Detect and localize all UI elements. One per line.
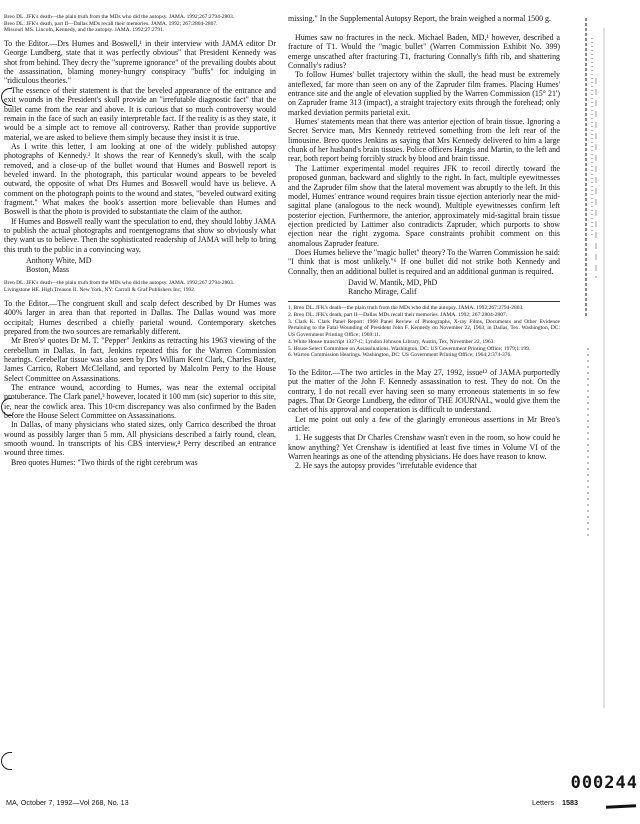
letter-paragraph: Humes' statements mean that there was anterior ejection of brain tissue. Ignoring a Secret Service man, Mrs Kennedy retrieved something from the left rear of the limousine. Breo quotes Jenkins as saying that Mrs Kennedy delivered to him a large chunk of her husband's brain tissues. Police officers Hargis and Martin, to the left and rear, both report being forcibly struck by blood and brain tissue. [288,117,560,164]
right-column-continuation: missing." In the Supplemental Autopsy Report, the brain weighed a normal 1500 g. [288,14,551,23]
letter-paragraph: To follow Humes' bullet trajectory within the skull, the head must be extremely anteflexed, far more than seen on any of the Zapruder film frames. Placing Humes' entrance site and the angle of elevation supplied by the Warren Commission (15° 21') on Zapruder frame 313 (impact), a straight trajectory exits through the forehead; only marked deviation permits parietal exit. [288,70,560,117]
right-column [288,33,560,471]
letter-paragraph: Mr Breo's² quotes Dr M. T. "Pepper" Jenkins as retracting his 1963 viewing of the cerebellum in Dallas. In fact, Jenkins repeated this for the Warren Commission hearings. Cerebellar tissue was also seen by Drs William Kent Clark, Charles Baxter, James Carrico, Robert McClelland, and reported by Malcolm Perry to the House Select Committee on Assassinations. [4,336,276,383]
footer-journal-info: MA, October 7, 1992—Vol 268, No. 13 [6,798,129,807]
signature-block [348,278,560,296]
letter-paragraph: Does Humes believe the "magic bullet" theory? To the Warren Commission he said: "I think that is most unlikely."⁶ If one bullet did not strike both Kennedy and Connally, then an additional bullet is required and an additional gunman is required. [288,247,560,276]
pen-mark [606,804,636,809]
signature-name: Anthony White, MD [26,256,92,266]
signature-block [26,256,276,274]
reference-item: Breo DL. JFK's death—the plain truth from the MDs who did the autopsy. JAMA. 1992;267:2794-2803. [4,14,235,20]
references-divider [288,301,560,302]
letter-paragraph: As I write this letter, I am looking at one of the widely published autopsy photographs of Kennedy.² It shows the rear of Kennedy's skull, with the scalp removed, and a close-up of the bullet wound that Humes and Boswell report is beveled inward. In the photograph, this particular wound appears to be beveled outward, the opposite of what Drs Humes and Boswell would have us believe. A comment on the photograph points to the wound and states, "beveled outward exiting fragment." What makes the book's assertion more believable than Humes and Boswell is that the photo is provided to substantiate the claim of the author. [4,141,276,217]
letter-paragraph: The essence of their statement is that the beveled appearance of the entrance and exit wounds in the President's skull provide an "irrefutable diagnostic fact" that the bullet came from the rear and above. It is curious that so much controversy would remain in the face of such an easily interpretable fact. If the reality is as they state, it would be a simple act to remove all controversy. Rather than provide supportive material, we are asked to believe them simply because they insist it is true. [4,85,276,142]
reference-item: 2. Breo DL. JFK's death, part II—Dallas MDs recall their memories. JAMA. 1992; 267:2804-2807. [288,312,507,319]
reference-item: Breo DL. JFK's death, part II—Dallas MDs recall their memories. JAMA. 1992; 267:2804-2807. [4,20,218,27]
top-references [4,14,276,34]
reference-item: Missouri MS. Lincoln, Kennedy, and the autopsy. JAMA. 1992;27:2791. [4,27,165,34]
binder-hole-mark [1,88,12,106]
signature-place: Boston, Mass [26,265,69,275]
letter-paragraph: If Humes and Boswell really want the speculation to end, they should lobby JAMA to publish the actual photographs and roentgenograms that show so obviously what they want us to believe. Then the sophisticated readership of JAMA will help to bring this truth to the public in a convincing way. [4,216,276,254]
footer-page-number: 1583 [561,798,578,807]
letter-paragraph: In Dallas, of many physicians who stated sizes, only Carrico described the throat wound as possibly larger than 5 mm. All physicians described a fairly round, clean, smooth wound. In transcripts of his CBS interview,⁴ Perry described an entrance wound three times. [4,420,276,458]
reference-item: 1. Breo DL. JFK's death—the plain truth from the MDs who did the autopsy. JAMA. 1992;267:2794-2803. [288,305,524,312]
letter-paragraph: The entrance wound, according to Humes, was near the external occipital protuberance. The Clark panel,³ however, located it 100 mm (sic) superior to this site, ie, near the cowlick area. This 10-cm discrepancy was also confirmed by the Baden before the House Select Committee on Assassinations. [4,382,276,420]
footer-page-info [532,798,578,807]
signature-place: Rancho Mirage, Calif [348,287,417,297]
letter-paragraph: The Lattimer experimental model requires JFK to recoil directly toward the proposed gunman, backward and slightly to the right. In fact, multiple eyewitnesses and the Zapruder film show that the lateral movement was abruptly to the left. In this model, Humes' entrance wound requires brain tissue ejection anteriorly near the mid-sagittal plane (analogous to the neck wound). Multiple eyewitnesses confirm left posterior ejection. Furthermore, the anterior, approximately mid-sagittal brain tissue ejection predicted by Lattimer also contradicts Zapruder, which purports to show ejection near the right zygoma. Space constraints prohibit comment on this anomalous Zapruder feature. [288,163,560,248]
signature-name: David W. Mantik, MD, PhD [348,277,438,287]
letter-paragraph: 1. He suggests that Dr Charles Crenshaw wasn't even in the room, so how could he know anything? Yet Crenshaw is identified at least five times in Volume VI of the Warren hearings as one of the attending physicians. He does have reason to know. [288,433,560,462]
right-references [288,305,560,359]
middle-references [4,280,276,293]
letter-paragraph: Humes saw no fractures in the neck. Michael Baden, MD,¹ however, described a fracture of T1. Would the "magic bullet" (Warren Commission Exhibit No. 399) emerge unscathed after fracturing T1, fracturing Connally's fifth rib, and shattering Connally's radius? [288,33,560,71]
letter-paragraph: Breo quotes Humes: "Two thirds of the right cerebrum was [11,457,198,467]
left-column [4,14,276,467]
letter-paragraph: To the Editor.—The two articles in the May 27, 1992, issue¹² of JAMA purportedly put the matter of the John F. Kennedy assassination to rest. They do not. On the contrary, I do not recall ever having seen so many erroneous statements in so few pages. That Dr George Lundberg, the editor of THE JOURNAL, would give them the cachet of his approval and cooperation is difficult to understand. [288,367,560,415]
bates-stamp: 000244 [570,773,638,793]
reference-item: Breo DL. JFK's death—the plain truth from the MDs who did the autopsy. JAMA. 1992;267:2794-2803. [4,280,235,287]
reference-item: 6. Warren Commission Hearings. Washington, DC: US Government Printing Office; 1964;2:374-376. [288,352,512,359]
letter-paragraph: 2. He says the autopsy provides "irrefutable evidence that [295,461,477,471]
scan-margin-artifacts [574,18,638,708]
footer-section-label: Letters [532,798,554,807]
letter-paragraph: To the Editor.—Drs Humes and Boswell,¹ in their interview with JAMA editor Dr George Lundberg, state that it was perfectly obvious" that President Kennedy was shot from behind. They decry the "supreme ignorance" of the prevailing doubts about the assassination, blaming money-hungry conspiracy "buffs" for indulging in "ridiculous theories." [4,39,276,86]
binder-hole-mark [1,752,12,770]
reference-item: Livingstone HE. High Treason II. New York, NY: Carroll & Graf Publishers Inc; 1992. [4,287,196,294]
binder-hole-mark [1,398,12,416]
letter-paragraph: Let me point out only a few of the glaringly erroneous assertions in Mr Breo's article: [288,414,560,434]
letter-paragraph: To the Editor.—The congruent skull and scalp defect described by Dr Humes was 400% larger in area than that reported in Dallas. The Dallas wound was more occipital; Humes described a chiefly parietal wound. Contemporary sketches prepared from the two sources are remarkably different. [4,298,276,336]
reference-item: 4. White House transcript 1327-C; Lyndon Johnson Library, Austin, Tex, November 22, 1963. [288,338,495,345]
reference-item: 5. House Select Committee on Assassinations. Washington, DC: US Government Printing Office; 1979;1:199. [288,345,531,352]
reference-item: 3. Clark K. Clark Panel Report: 1968 Panel Review of Photographs, X-ray Films, Documents and Other Evidence Pertaining to the Fatal Wounding of President John F. Kennedy on November 22, 1963, in Dallas, Tex. Washington, DC: US Government Printing Office; 1969:11. [288,318,560,339]
